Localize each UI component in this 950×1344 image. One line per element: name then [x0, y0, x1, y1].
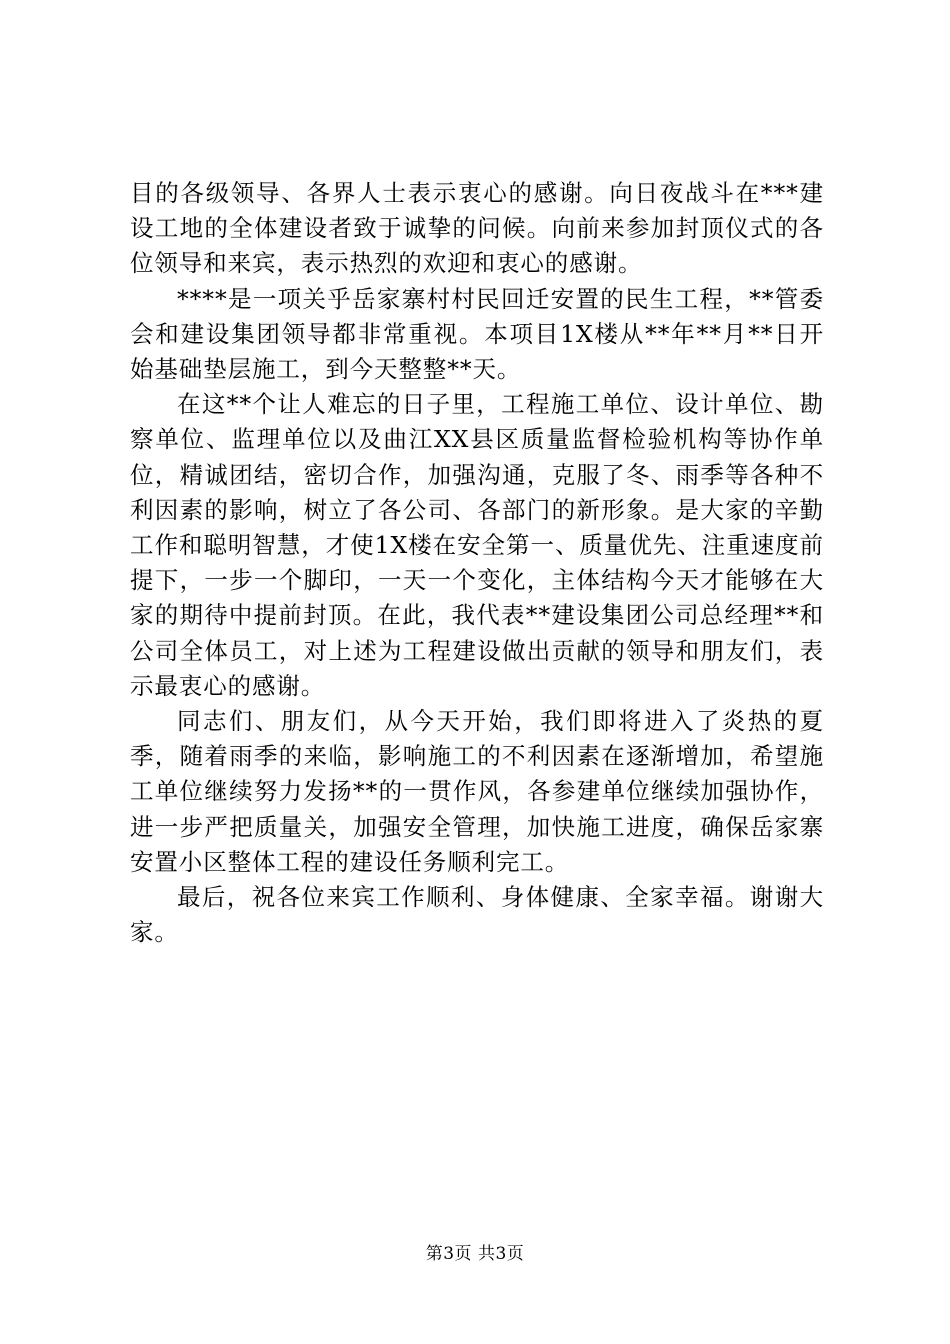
- document-body: [130, 176, 824, 950]
- paragraph-expectations: 同志们、朋友们，从今天开始，我们即将进入了炎热的夏季，随着雨季的来临，影响施工的不利因素在逐渐增加，希望施工单位继续努力发扬**的一贯作风，各参建单位继续加强协作，进一步严把质量关，加强安全管理，加快施工进度，确保岳家寨安置小区整体工程的建设任务顺利完工。: [130, 707, 824, 876]
- page-footer: 第3页 共3页: [425, 1244, 525, 1264]
- paragraph-project-intro: ****是一项关乎岳家寨村村民回迁安置的民生工程，**管委会和建设集团领导都非常重视。本项目1X楼从**年**月**日开始基础垫层施工，到今天整整**天。: [130, 284, 824, 384]
- paragraph-continuation: 目的各级领导、各界人士表示衷心的感谢。向日夜战斗在***建设工地的全体建设者致于诚挚的问候。向前来参加封顶仪式的各位领导和来宾，表示热烈的欢迎和衷心的感谢。: [130, 179, 824, 278]
- paragraph-acknowledgement: 在这**个让人难忘的日子里，工程施工单位、设计单位、勘察单位、监理单位以及曲江XX县区质量监督检验机构等协作单位，精诚团结，密切合作，加强沟通，克服了冬、雨季等各种不利因素的影响，树立了各公司、各部门的新形象。是大家的辛勤工作和聪明智慧，才使1X楼在安全第一、质量优先、注重速度前提下，一步一个脚印，一天一个变化，主体结构今天才能够在大家的期待中提前封顶。在此，我代表**建设集团公司总经理**和公司全体员工，对上述为工程建设做出贡献的领导和朋友们，表示最衷心的感谢。: [130, 390, 824, 700]
- paragraph-closing: 最后，祝各位来宾工作顺利、身体健康、全家幸福。谢谢大家。: [130, 883, 824, 947]
